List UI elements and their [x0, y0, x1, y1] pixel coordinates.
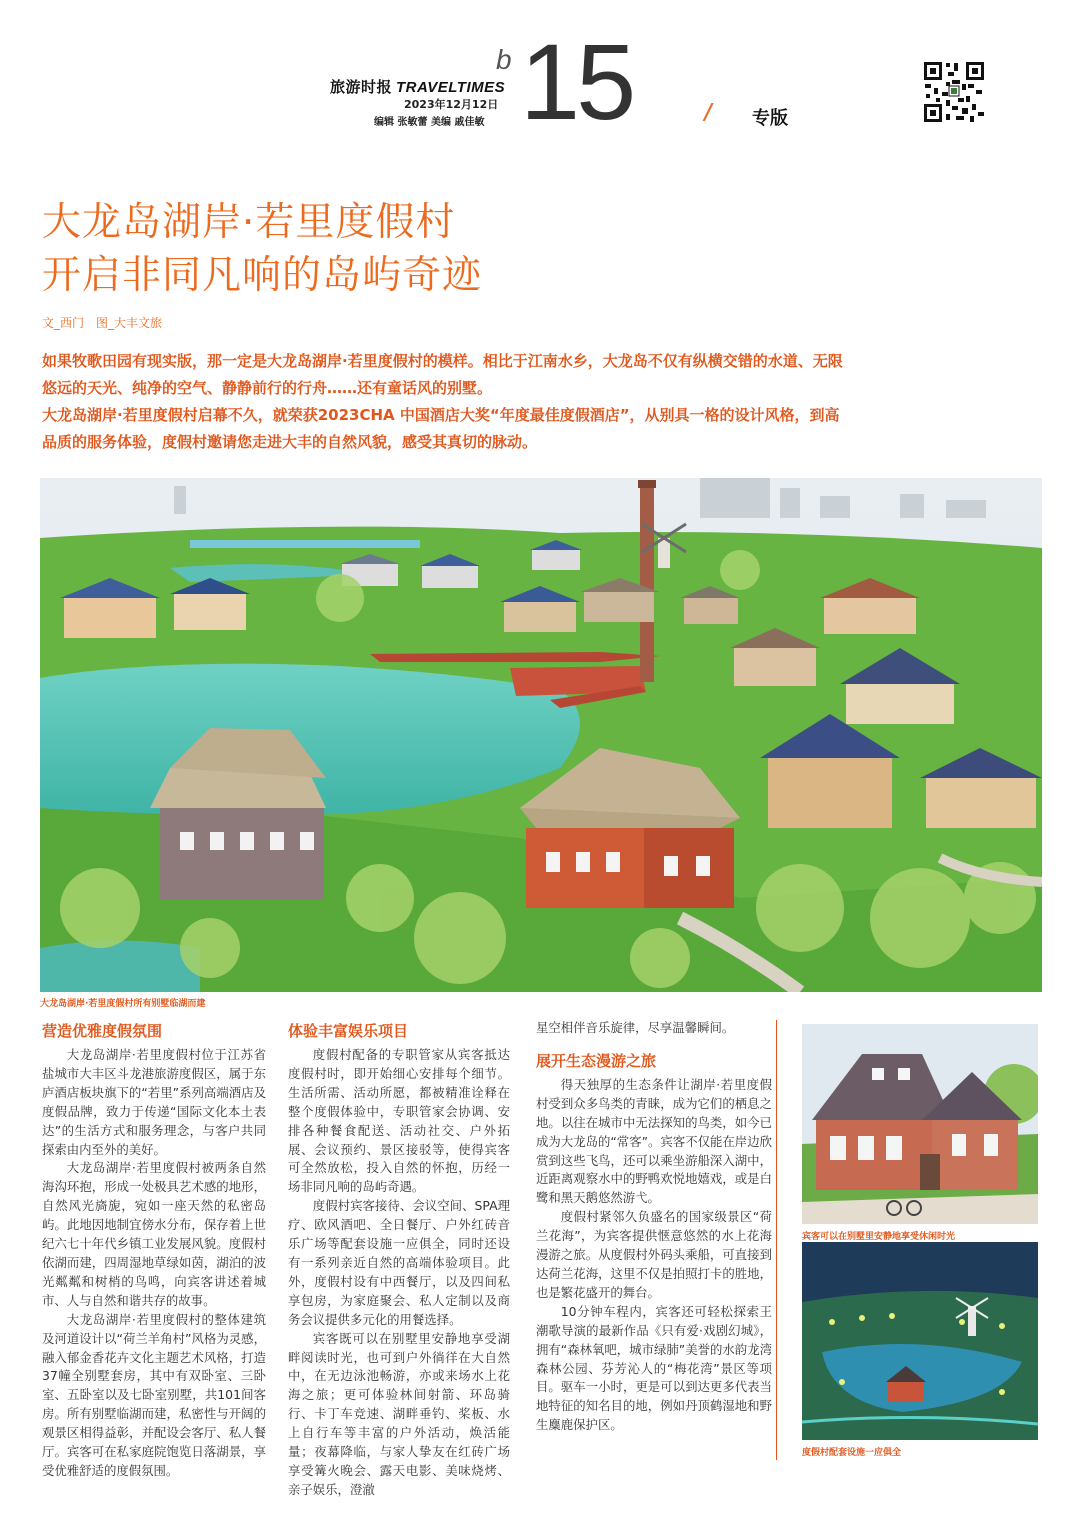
- paper-name: [330, 76, 505, 97]
- lead-paragraph: 大龙岛湖岸·若里度假村启幕不久，就荣获2023CHA 中国酒店大奖“年度最佳度假酒店”，从别具一格的设计风格，到高品质的服务体验，度假村邀请您走进大丰的自然风貌，感受其真切的脉动。: [42, 406, 840, 451]
- section-heading: 体验丰富娱乐项目: [288, 1022, 409, 1040]
- article-headline: [42, 196, 482, 302]
- section-label: 专版: [752, 108, 788, 129]
- body-paragraph: 大龙岛湖岸·若里度假村被两条自然海沟环抱，形成一处极具艺术感的地形，自然风光旖旎，宛如一座天然的私密岛屿。此地因地制宜傍水分布，保存着上世纪六七十年代乡镇工业发展风貌。度假村依湖而建，四周湿地草绿如茵，湖泊的波光粼粼和树梢的鸟鸣，向宾客讲述着城市、人与自然和谐共存的故事。: [42, 1160, 266, 1308]
- edition-letter: b: [496, 44, 512, 75]
- article-column-3: [536, 1019, 772, 1435]
- headline-line-1: 大龙岛湖岸·若里度假村: [42, 200, 456, 245]
- issue-date: 2023年12月12日: [404, 98, 499, 111]
- lead-paragraphs: [42, 348, 852, 456]
- body-paragraph: 度假村紧邻久负盛名的国家级景区“荷兰花海”，为宾客提供惬意悠然的水上花海漫游之旅。从度假村外码头乘船，可直接到达荷兰花海，这里不仅是拍照打卡的胜地，也是繁花盛开的舞台。: [536, 1209, 772, 1300]
- body-paragraph: 10分钟车程内，宾客还可轻松探索王潮歌导演的最新作品《只有爱·戏剧幻城》，拥有“森林氧吧，城市绿肺”美誉的水韵龙湾森林公园、芬芳沁人的“梅花湾”景区等项目。驱车一小时，更是可以到达更多代表当地特征的知名目的地，例如丹顶鹤湿地和野生麋鹿保护区。: [536, 1303, 772, 1433]
- section-heading: 展开生态漫游之旅: [536, 1051, 657, 1070]
- headline-line-2: 开启非同凡响的岛屿奇迹: [42, 253, 483, 298]
- paper-name-en: TRAVELTIMES: [396, 79, 506, 96]
- body-paragraph: 得天独厚的生态条件让湖岸·若里度假村受到众多鸟类的青睐，成为它们的栖息之地。以往在城市中无法探知的鸟类，如今已成为大龙岛的“常客”。宾客不仅能在岸边欣赏到这些飞鸟，还可以乘坐游船深入湖中，近距离观察水中的野鸭欢悦地嬉戏，或是白鹭和黑天鹅悠然游弋。: [536, 1076, 772, 1206]
- body-paragraph: 大龙岛湖岸·若里度假村的整体建筑及河道设计以“荷兰羊角村”风格为灵感，融入郁金香花卉文化主题艺术风格，打造37幢全别墅套房，其中有双卧室、三卧室、五卧室以及七卧室别墅，共101间客房。所有别墅临湖而建，私密性与开阔的观景区相得益彰，并配设会客厅、私人餐厅。宾客可在私家庭院饱览日落湖景，享受优雅舒适的度假氛围。: [42, 1311, 266, 1478]
- body-paragraph: 大龙岛湖岸·若里度假村位于江苏省盐城市大丰区斗龙港旅游度假区，属于东庐酒店板块旗下的“若里”系列高端酒店及度假品牌，致力于传递“国际文化本土表达”的生活方式和服务理念，与客户共同探索由内至外的美好。: [42, 1047, 266, 1157]
- qr-code-icon[interactable]: [922, 60, 986, 124]
- column-divider: [776, 1020, 777, 1460]
- article-column-1: [42, 1020, 266, 1481]
- paper-name-cn: 旅游时报: [330, 78, 393, 96]
- page-number: 15: [520, 21, 633, 142]
- side-photo-caption: 度假村配套设施一应俱全: [802, 1448, 902, 1458]
- side-photo-caption: 宾客可以在别墅里安静地享受休闲时光: [802, 1232, 956, 1242]
- body-paragraph: 度假村配备的专职管家从宾客抵达度假村时，即开始细心安排每个细节。生活所需、活动所愿，都被精准诠释在整个度假体验中，专职管家会协调、安排各种餐食配送、活动社交、户外拓展、会议预约、景区接驳等，使得宾客可全然放松，投入自然的怀抱，历经一场非同凡响的岛屿奇遇。: [288, 1047, 510, 1195]
- villa-exterior-photo: [802, 1024, 1038, 1224]
- lead-paragraph: 如果牧歌田园有现实版，那一定是大龙岛湖岸·若里度假村的模样。相比于江南水乡，大龙岛不仅有纵横交错的水道、无限悠远的天光、纯净的空气、静静前行的行舟……还有童话风的别墅。: [42, 352, 843, 397]
- editor-credits: 编辑 张敏蕾 美编 戚佳敏: [374, 117, 485, 128]
- section-heading: 营造优雅度假氛围: [42, 1022, 163, 1040]
- body-paragraph: 度假村宾客接待、会议空间、SPA理疗、欧风酒吧、全日餐厅、户外红砖音乐广场等配套设施一应俱全，同时还设有一系列亲近自然的高端体验项目。此外，度假村设有中西餐厅，以及四间私享包房，为家庭聚会、私人定制以及商务会议提供多元化的用餐选择。: [288, 1198, 510, 1327]
- main-photo-caption: 大龙岛湖岸·若里度假村所有别墅临湖而建: [40, 999, 206, 1009]
- body-paragraph-continuation: 星空相伴音乐旋律，尽享温馨瞬间。: [536, 1020, 735, 1035]
- byline: 文_西门 图_大丰文旅: [42, 316, 163, 330]
- section-divider-slash: /: [701, 100, 715, 125]
- body-paragraph: 宾客既可以在别墅里安静地享受湖畔阅读时光，也可到户外徜徉在大自然中，在无边泳池畅游，亦或来场水上花海之旅；更可体验林间射箭、环岛骑行、卡丁车竞速、湖畔垂钓、桨板、水上自行车等丰富的户外活动，焕活能量；夜幕降临，与家人挚友在红砖广场享受篝火晚会、露天电影、美味烧烤、亲子娱乐，澄澈: [288, 1330, 510, 1497]
- article-column-2: [288, 1020, 510, 1500]
- main-aerial-photo: [40, 478, 1042, 992]
- night-view-photo: [802, 1242, 1038, 1440]
